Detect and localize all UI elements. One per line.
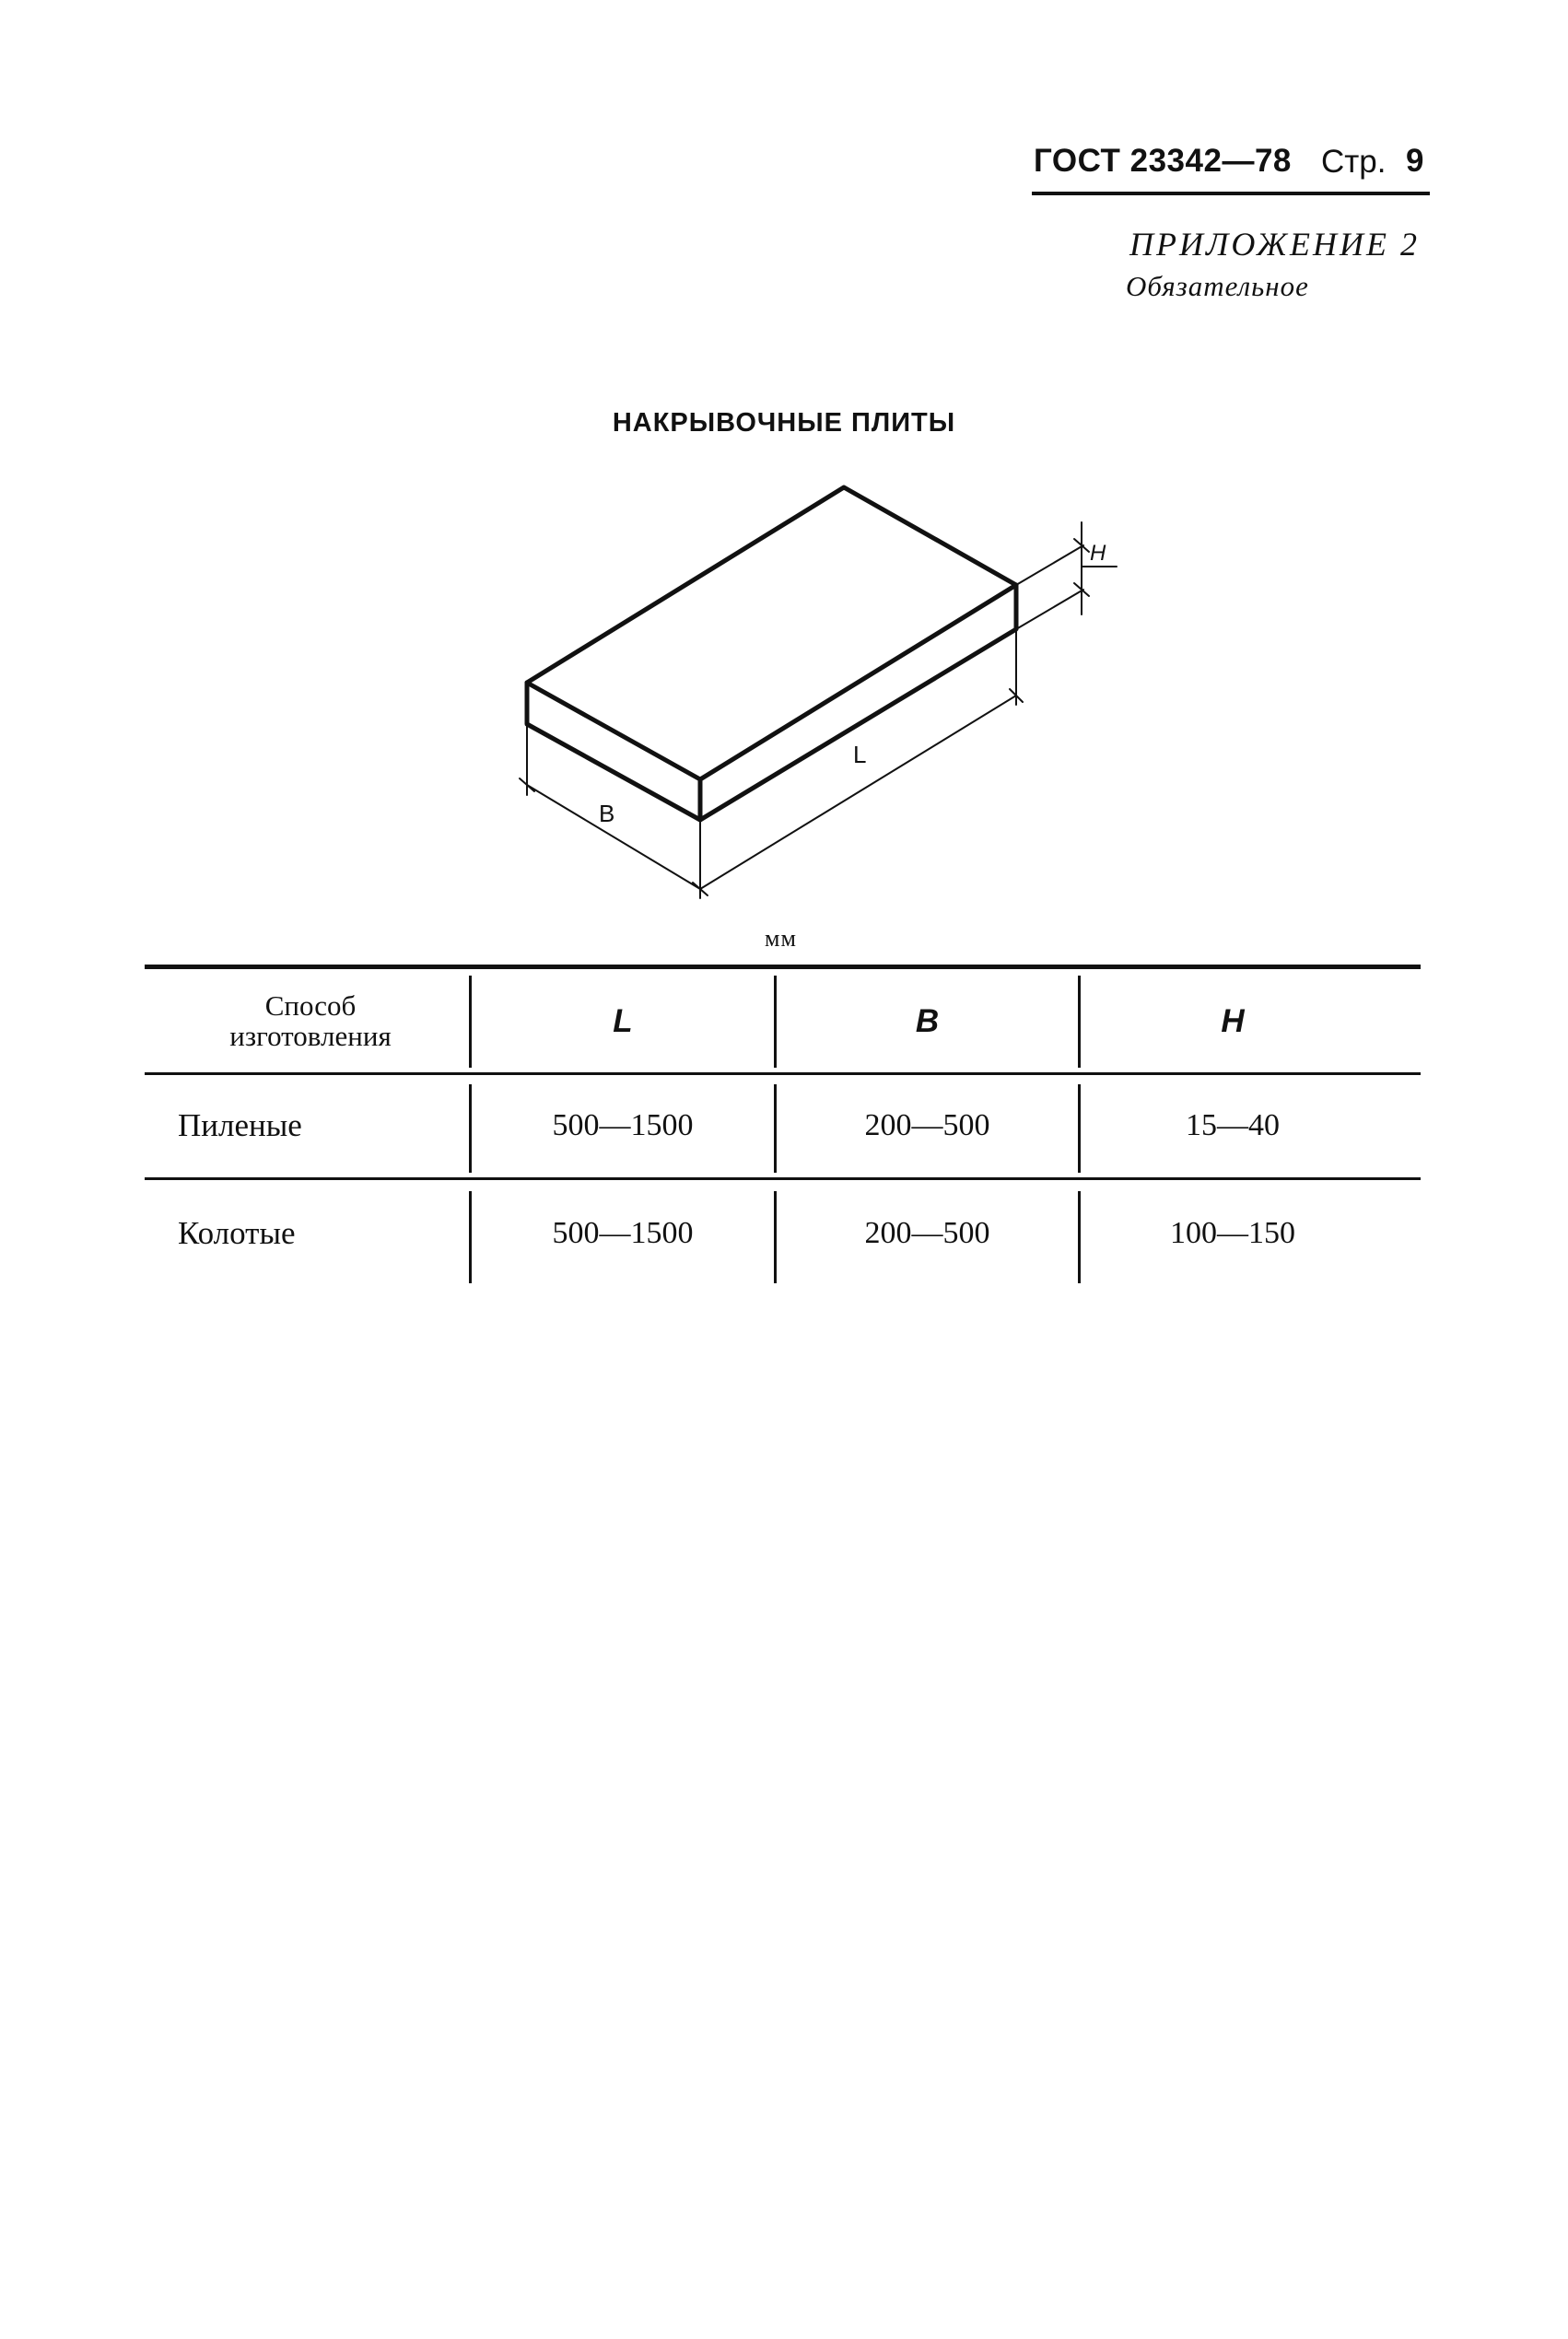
table-row-2-h: 100—150 [1170,1216,1295,1250]
appendix-title: ПРИЛОЖЕНИЕ 2 [1129,226,1420,263]
table-header-l: L [613,1003,633,1039]
table-row-1-l: 500—1500 [552,1108,694,1142]
table-header-label: Способ изготовления [229,989,392,1052]
table-header-b: B [915,1003,940,1039]
table-row-1-h: 15—40 [1186,1108,1280,1142]
table-header-rule [145,1072,1421,1075]
table-row-1-b: 200—500 [864,1108,990,1142]
dim-label-l: L [853,741,867,768]
units-label: мм [765,925,797,952]
table-top-rule [145,965,1421,969]
dimensions-table [145,965,1421,1287]
table-row-2-method: Колотые [178,1215,296,1251]
table-row-2-b: 200—500 [864,1216,990,1250]
slab-long-side [700,585,1016,820]
appendix-subtitle: Обязательное [1126,270,1309,302]
page-label: Стр. [1321,144,1387,180]
page-number: 9 [1406,143,1424,179]
dim-label-h: H [1090,541,1106,566]
table-header-method [163,974,458,1070]
dim-label-b: B [599,800,615,827]
table-row-rule [145,1177,1421,1180]
table-header-h: H [1221,1003,1245,1039]
section-title: НАКРЫВОЧНЫЕ ПЛИТЫ [612,408,956,438]
table-row-2-l: 500—1500 [552,1216,694,1250]
table-row-1-method: Пиленые [178,1107,302,1143]
slab-top-face [527,487,1016,779]
slab-drawing [497,474,1161,907]
document-id: ГОСТ 23342—78 [1034,143,1292,179]
